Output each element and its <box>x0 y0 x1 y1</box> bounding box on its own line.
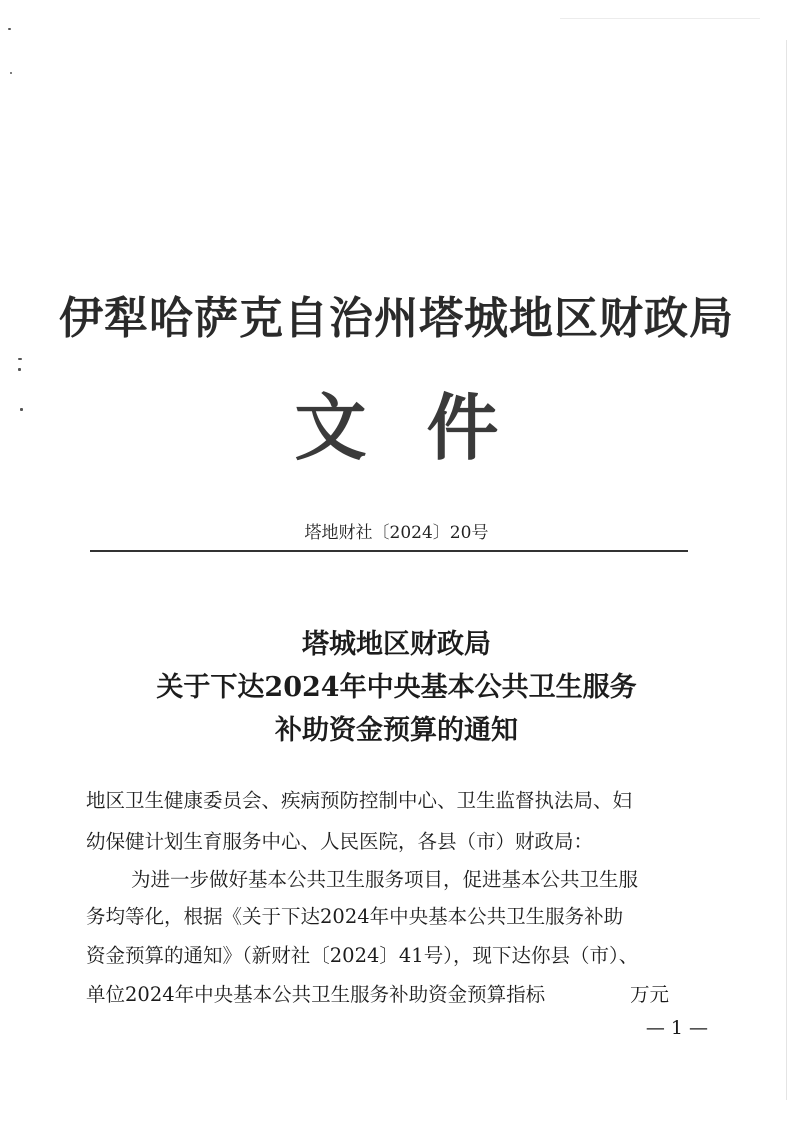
recipients-line-1: 地区卫生健康委员会、疾病预防控制中心、卫生监督执法局、妇 <box>86 789 633 812</box>
document-number: 塔地财社〔2024〕20号 <box>304 523 489 543</box>
paragraph-line-2: 务均等化，根据《关于下达2024年中央基本公共卫生服务补助 <box>86 905 624 928</box>
scan-speck <box>10 72 12 74</box>
paragraph-line-1: 为进一步做好基本公共卫生服务项目，促进基本公共卫生服 <box>131 868 639 891</box>
title-line-2: 关于下达2024年中央基本公共卫生服务 <box>156 672 637 703</box>
scan-speck <box>18 358 22 360</box>
header-divider <box>90 550 688 552</box>
page-number: — 1 — <box>645 1017 708 1039</box>
paragraph-line-4: 单位2024年中央基本公共卫生服务补助资金预算指标 <box>86 983 546 1006</box>
issuing-organization: 伊犁哈萨克自治州塔城地区财政局 <box>59 293 734 344</box>
title-line-1: 塔城地区财政局 <box>302 629 491 660</box>
paragraph-line-3: 资金预算的通知》（新财社〔2024〕41号），现下达你县（市）、 <box>86 944 639 967</box>
recipients-line-2: 幼保健计划生育服务中心、人民医院，各县（市）财政局： <box>86 830 594 853</box>
title-line-3: 补助资金预算的通知 <box>275 715 518 746</box>
amount-unit: 万元 <box>630 983 670 1006</box>
document-label: 文件 <box>294 385 559 470</box>
scan-top-line <box>560 18 760 19</box>
scan-edge-line <box>786 40 787 1100</box>
scan-speck <box>8 28 11 30</box>
